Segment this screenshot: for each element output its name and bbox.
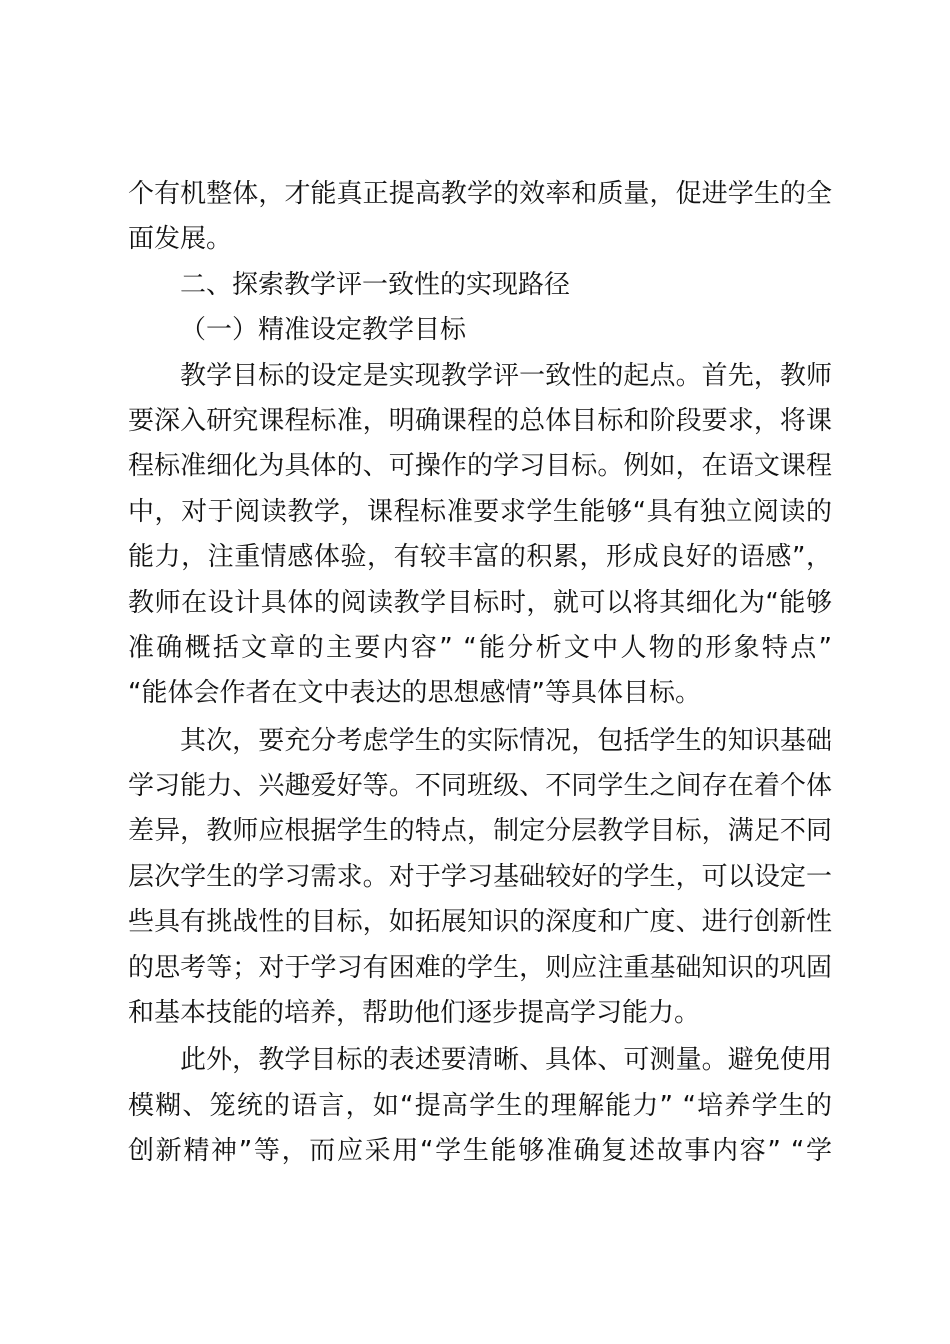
paragraph-1-line-6: 教师在设计具体的阅读教学目标时，就可以将其细化为“能够 [128, 587, 832, 618]
paragraph-2-line-4: 层次学生的学习需求。对于学习基础较好的学生，可以设定一 [128, 861, 832, 892]
paragraph-3-line-2: 模糊、笼统的语言，如“提高学生的理解能力” “培养学生的 [128, 1090, 832, 1121]
subsection-heading: （一）精准设定教学目标 [180, 315, 467, 346]
paragraph-3-line-1: 此外，教学目标的表述要清晰、具体、可测量。避免使用 [180, 1045, 832, 1076]
section-heading: 二、探索教学评一致性的实现路径 [180, 269, 571, 300]
paragraph-1-line-4: 中，对于阅读教学，课程标准要求学生能够“具有独立阅读的 [128, 496, 832, 527]
paragraph-1-line-3: 程标准细化为具体的、可操作的学习目标。例如，在语文课程 [128, 451, 832, 482]
paragraph-2-line-3: 差异，教师应根据学生的特点，制定分层教学目标，满足不同 [128, 816, 832, 847]
paragraph-1-line-8: “能体会作者在文中表达的思想感情”等具体目标。 [128, 678, 701, 709]
paragraph-2-line-7: 和基本技能的培养，帮助他们逐步提高学习能力。 [128, 998, 701, 1029]
paragraph-1-line-7: 准确概括文章的主要内容” “能分析文中人物的形象特点” [128, 632, 832, 663]
text-line-2: 面发展。 [128, 224, 233, 255]
paragraph-2-line-5: 些具有挑战性的目标，如拓展知识的深度和广度、进行创新性 [128, 907, 832, 938]
paragraph-1-line-5: 能力，注重情感体验，有较丰富的积累，形成良好的语感”， [128, 542, 832, 573]
paragraph-2-line-6: 的思考等；对于学习有困难的学生，则应注重基础知识的巩固 [128, 952, 832, 983]
paragraph-1-line-1: 教学目标的设定是实现教学评一致性的起点。首先，教师 [180, 360, 832, 391]
document-body [128, 172, 832, 1175]
paragraph-2-line-1: 其次，要充分考虑学生的实际情况，包括学生的知识基础 [180, 725, 832, 756]
paragraph-1-line-2: 要深入研究课程标准，明确课程的总体目标和阶段要求，将课 [128, 405, 832, 436]
text-line-1: 个有机整体，才能真正提高教学的效率和质量，促进学生的全 [128, 179, 832, 209]
paragraph-2-line-2: 学习能力、兴趣爱好等。不同班级、不同学生之间存在着个体 [128, 771, 832, 802]
paragraph-3-line-3: 创新精神”等，而应采用“学生能够准确复述故事内容” “学 [128, 1136, 832, 1167]
